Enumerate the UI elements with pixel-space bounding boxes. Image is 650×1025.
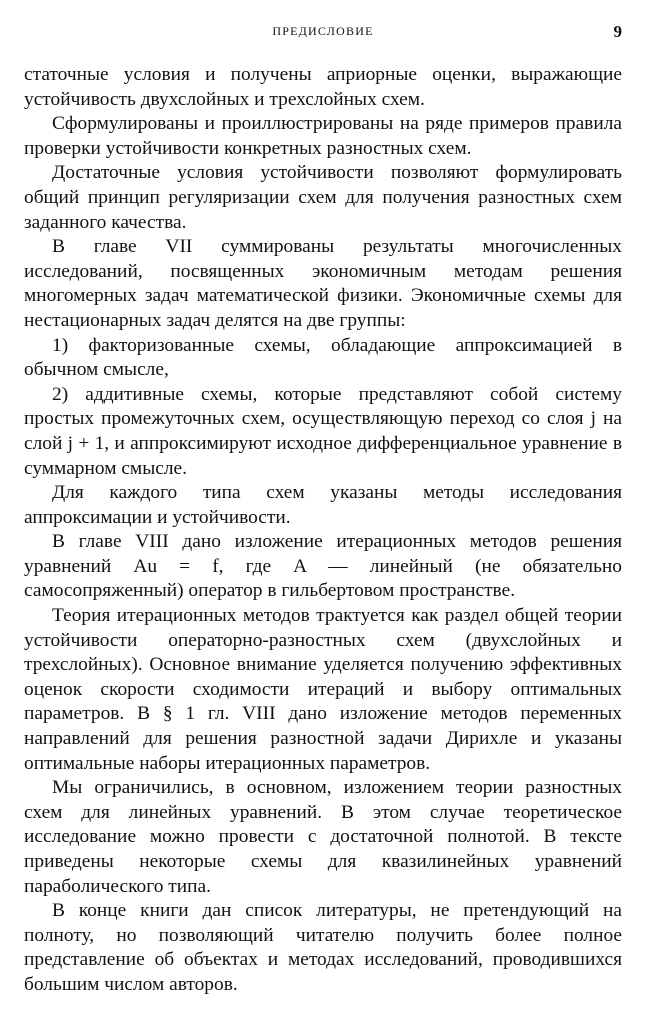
paragraph: статочные условия и получены априорные оценки, выражающие устойчивость двухслойных и трехслойных схем. (24, 64, 622, 110)
paragraph: В главе VIII дано изложение итерационных методов решения уравнений Au = f, где A — линейный (не обязательно самосопряженный) оператор в гильбертовом пространстве. (24, 531, 622, 602)
paragraph: Для каждого типа схем указаны методы исследования аппроксимации и устойчивости. (24, 482, 622, 528)
paragraph: Достаточные условия устойчивости позволяют формулировать общий принцип регуляризации схем для получения разностных схем заданного качества. (24, 162, 622, 233)
list-item-paragraph: 1) факторизованные схемы, обладающие аппроксимацией в обычном смысле, (24, 334, 622, 381)
book-page (24, 0, 622, 1025)
list-item-paragraph: 2) аддитивные схемы, которые представляют собой систему простых промежуточных схем, осуществляющую переход со слоя j на слой j + 1, и аппроксимируют исходное дифференциальное уравнение в суммарном смысле. (24, 383, 622, 479)
paragraph: Мы ограничились, в основном, изложением теории разностных схем для линейных уравнений. В этом случае теоретическое исследование можно провести с достаточной полнотой. В тексте приведены некоторые схемы для квазилинейных уравнений параболического типа. (24, 777, 622, 897)
body-text (24, 63, 622, 998)
paragraph: В конце книги дан список литературы, не претендующий на полноту, но позволяющий читателю получить более полное представление об объектах и методах исследований, проводившихся большим числом авторов. (24, 900, 622, 995)
running-title: ПРЕДИСЛОВИЕ (272, 24, 374, 38)
paragraph: Теория итерационных методов трактуется как раздел общей теории устойчивости операторно-разностных схем (двухслойных и трехслойных). Основное внимание уделяется получению эффективных оценок скорости сходимости итераций и выбору оптимальных параметров. В § 1 гл. VIII дано изложение методов переменных направлений для решения разностной задачи Дирихле и указаны оптимальные наборы итерационных параметров. (24, 605, 622, 774)
page-header (24, 22, 622, 42)
paragraph: Сформулированы и проиллюстрированы на ряде примеров правила проверки устойчивости конкретных разностных схем. (24, 113, 622, 159)
paragraph: В главе VII суммированы результаты многочисленных исследований, посвященных экономичным методам решения многомерных задач математической физики. Экономичные схемы для нестационарных задач делятся на две группы: (24, 236, 622, 331)
page-number: 9 (613, 22, 622, 41)
